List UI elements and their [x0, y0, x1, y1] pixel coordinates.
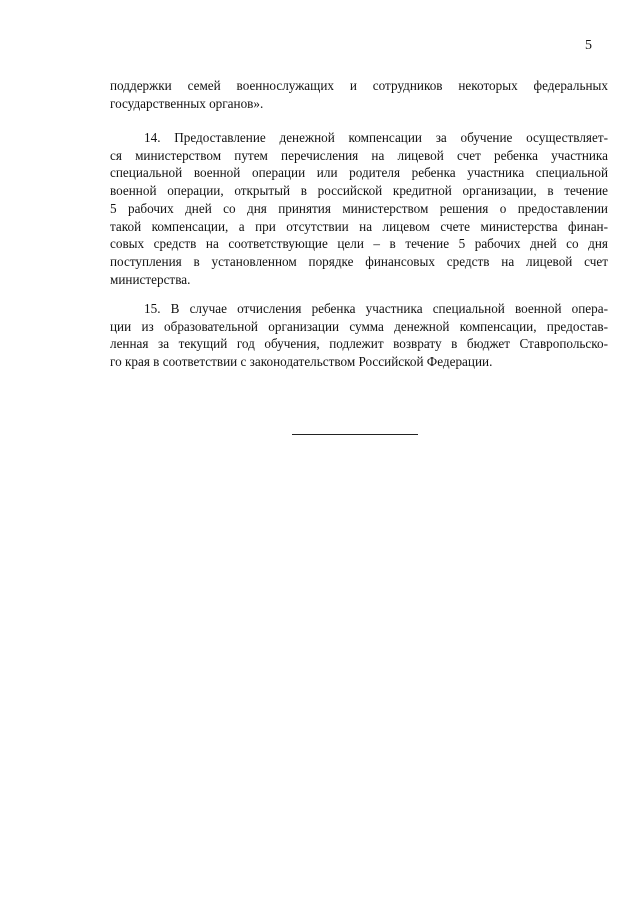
text-line: министерства. [110, 271, 191, 287]
text-line: государственных органов». [110, 95, 264, 111]
text-line: военной операции, открытый в российской кредитной организации, в течение [110, 183, 608, 199]
text-line: 14. Предоставление денежной компенсации за обучение осуществляет- [144, 130, 608, 145]
text-line: поддержки семей военнослужащих и сотрудников некоторых федеральных [110, 78, 608, 93]
paragraph-intro [110, 77, 608, 112]
text-line: ленная за текущий год обучения, подлежит возврату в бюджет Ставропольско- [110, 336, 608, 352]
closing-divider [292, 434, 418, 435]
text-line: ции из образовательной организации сумма денежной компенсации, предостав- [110, 318, 608, 334]
text-line: такой компенсации, а при отсутствии на лицевом счете министерства финан- [110, 218, 608, 234]
text-line: ся министерством путем перечисления на лицевой счет ребенка участника [110, 147, 608, 163]
text-line: 15. В случае отчисления ребенка участника специальной военной опера- [144, 301, 608, 316]
text-line: специальной военной операции или родителя ребенка участника специальной [110, 165, 608, 181]
text-line: совых средств на соответствующие цели – в течение 5 рабочих дней со дня [110, 236, 608, 252]
text-line: 5 рабочих дней со дня принятия министерством решения о предоставлении [110, 200, 608, 216]
paragraph-14 [110, 129, 608, 288]
paragraph-15 [110, 300, 608, 371]
text-line: поступления в установленном порядке финансовых средств на лицевой счет [110, 253, 608, 269]
text-line: го края в соответствии с законодательством Российской Федерации. [110, 354, 493, 370]
page-number: 5 [585, 38, 592, 53]
